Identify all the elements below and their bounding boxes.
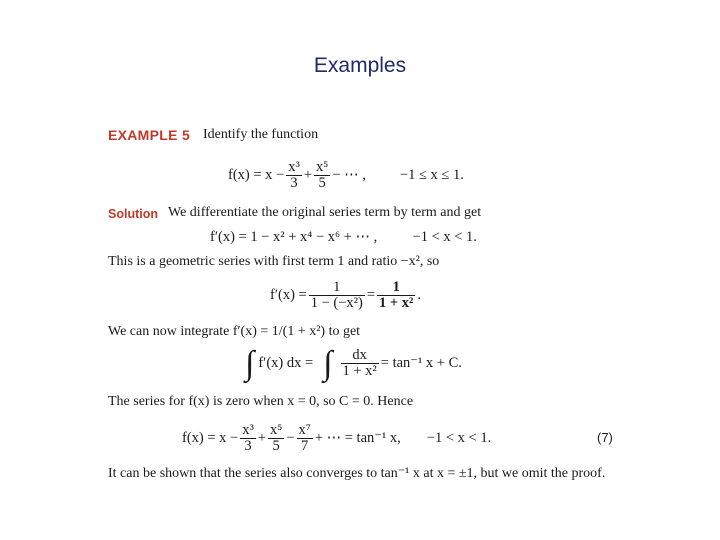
integral-sign-1: ∫ [245,344,255,382]
example-prompt: Identify the function [203,127,319,142]
equation-geometric-sum [270,280,421,311]
text-converges: It can be shown that the series also converges to tan⁻¹ x at x = ±1, but we omit the proof. [108,466,606,481]
eq3-fraction-1: $\frac{1}{\text{1 − (−x²)}}$ [310,279,363,311]
equation-arctan-series [182,423,612,454]
eq1-domain: −1 ≤ x ≤ 1. [399,167,464,183]
eq4-rhs: = tan⁻¹ x + C. [380,355,462,371]
eq5-plus: + [257,430,267,446]
solution-label: Solution [108,207,158,221]
eq5-fraction-3: $\frac{\text{x⁷}}{7}$ [298,422,311,454]
eq1-rest: − ⋯ , [332,167,366,183]
eq5-rest: + ⋯ = tan⁻¹ x, [314,430,401,446]
equation-number: (7) [597,430,613,445]
text-geometric-series: This is a geometric series with first term 1 and ratio −x², so [108,254,440,269]
slide-title: Examples [313,54,407,77]
equation-derivative [210,229,477,246]
text-integrate: We can now integrate f′(x) = 1/(1 + x²) to get [108,324,361,339]
eq1-plus: + [303,167,313,183]
eq4-part1: f′(x) dx = [258,355,314,371]
eq2-expr: f′(x) = 1 − x² + x⁴ − x⁶ + ⋯ , [210,229,378,245]
eq4-fraction: $\frac{dx}{\text{1 + x²}}$ [342,347,377,379]
eq3-lhs: f′(x) = [270,287,307,303]
eq3-end: . [417,287,422,303]
eq1-fraction-1: $\frac{\text{x³}}{3}$ [288,159,300,191]
eq3-equals: = [366,287,376,303]
eq3-fraction-2: $\frac{1}{\text{1 + x²}}$ [379,279,414,311]
eq1-fraction-2: $\frac{\text{x⁵}}{5}$ [316,159,329,191]
equation-series [228,160,464,191]
example-label: EXAMPLE 5 [108,127,191,143]
solution-intro: We differentiate the original series term by term and get [168,205,482,220]
integral-sign-2: ∫ [323,344,333,382]
equation-integral [245,344,462,382]
eq5-domain: −1 < x < 1. [426,430,492,446]
eq2-domain: −1 < x < 1. [412,229,477,245]
eq1-lhs: f(x) = x − [228,167,285,183]
eq5-fraction-1: $\frac{\text{x³}}{3}$ [242,422,254,454]
eq5-fraction-2: $\frac{\text{x⁵}}{5}$ [270,422,283,454]
eq5-minus: − [286,430,295,446]
text-series-zero: The series for f(x) is zero when x = 0, so C = 0. Hence [108,394,414,409]
eq5-lhs: f(x) = x − [182,430,239,446]
